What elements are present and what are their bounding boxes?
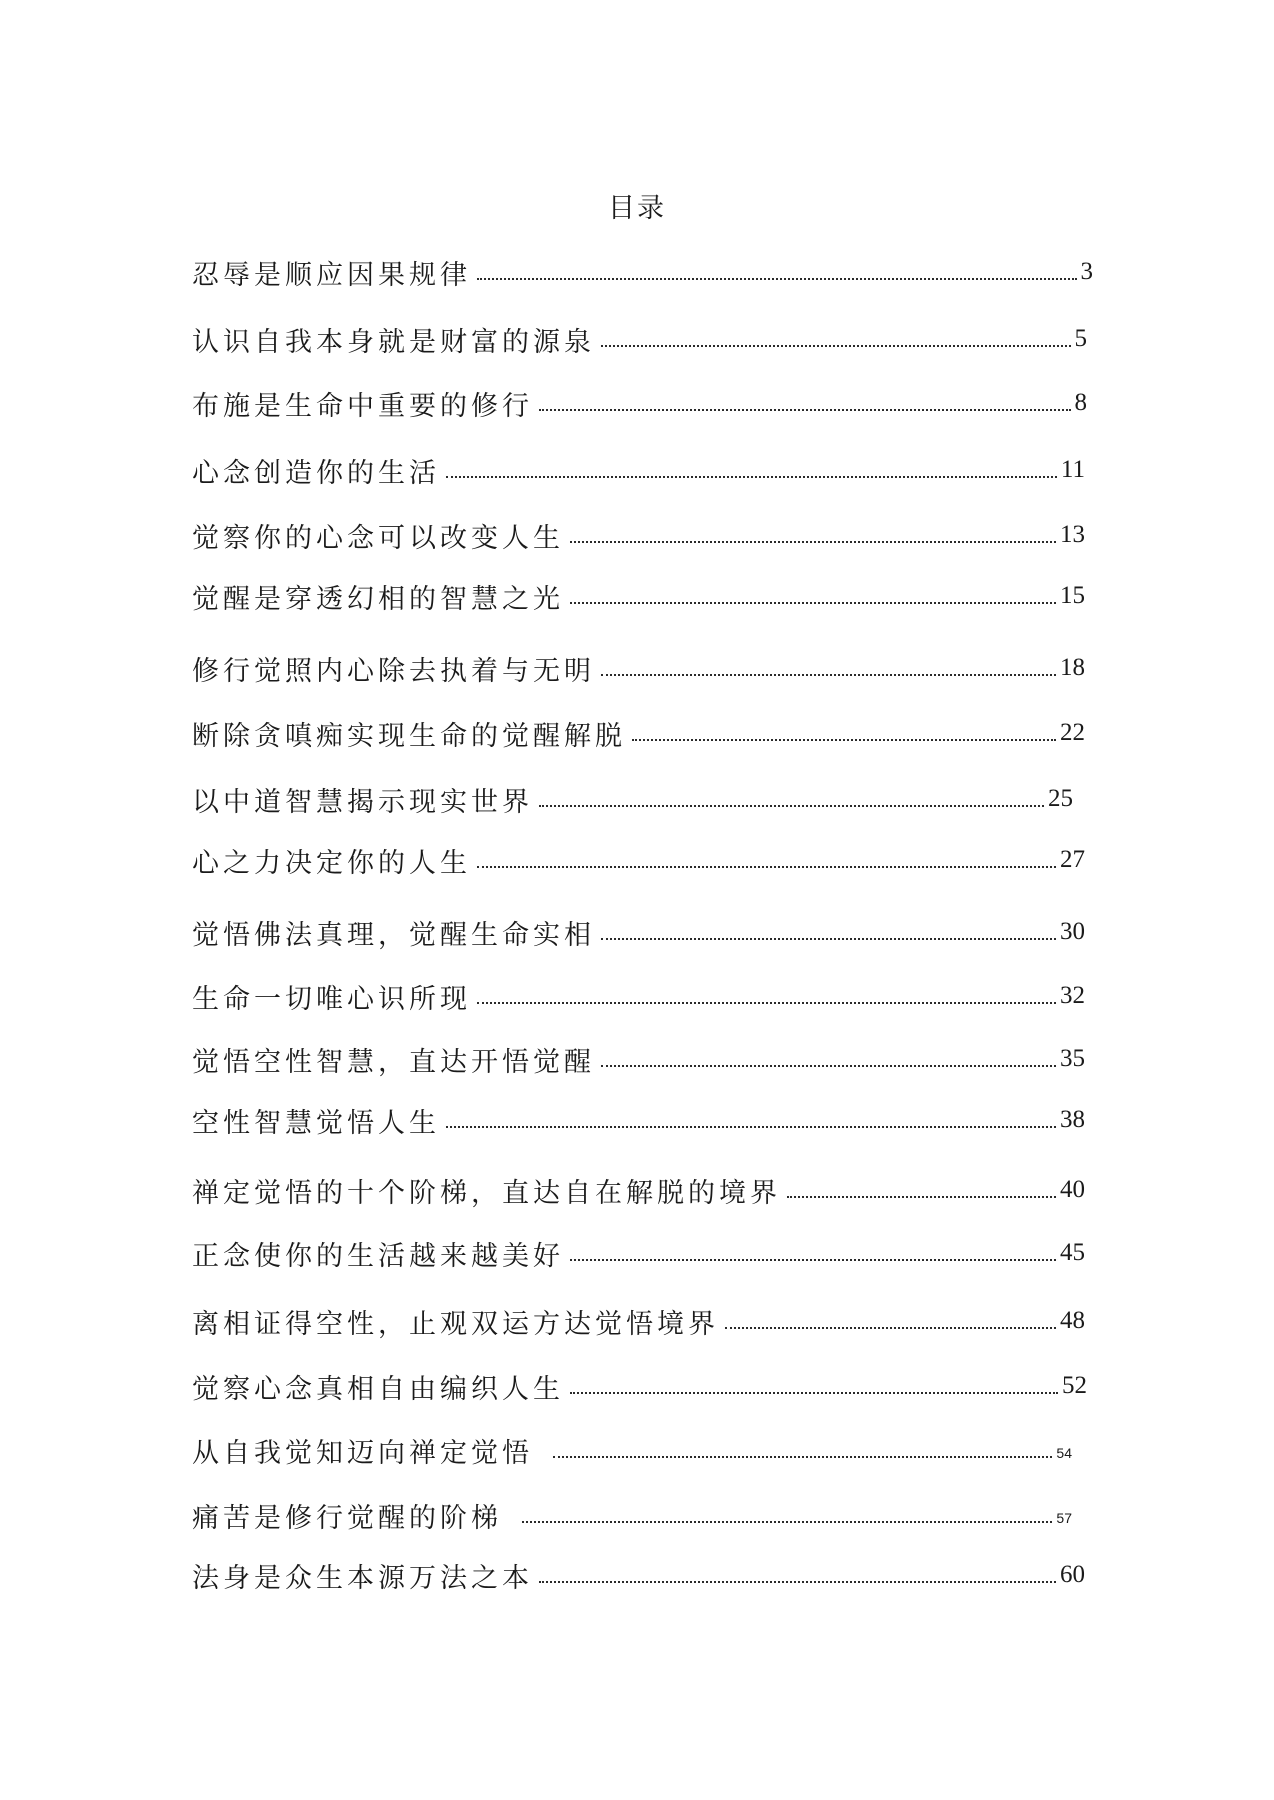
toc-dot-leader [570, 1259, 1056, 1261]
toc-dot-leader [570, 541, 1056, 543]
toc-entry [192, 1430, 1072, 1470]
toc-entry [192, 912, 1085, 952]
toc-dot-leader [477, 278, 1077, 280]
toc-dot-leader [632, 739, 1056, 741]
toc-entry-page: 60 [1060, 1561, 1085, 1588]
toc-entry [192, 1170, 1085, 1210]
toc-entry-page: 48 [1060, 1307, 1085, 1334]
toc-entry [192, 1495, 1072, 1535]
toc-entry [192, 576, 1085, 616]
toc-dot-leader [725, 1327, 1056, 1329]
toc-entry-title: 觉察心念真相自由编织人生 [192, 1373, 564, 1405]
toc-entry-title: 禅定觉悟的十个阶梯，直达自在解脱的境界 [192, 1177, 781, 1209]
toc-entry-page: 15 [1060, 582, 1085, 609]
toc-entry-page: 54 [1056, 1445, 1072, 1461]
toc-dot-leader [601, 345, 1071, 347]
toc-dot-leader [539, 1581, 1056, 1583]
toc-entry [192, 515, 1085, 555]
toc-entry-title: 断除贪嗔痴实现生命的觉醒解脱 [192, 720, 626, 752]
toc-entry [192, 252, 1093, 292]
toc-entry-page: 13 [1060, 521, 1085, 548]
toc-entry-title: 离相证得空性，止观双运方达觉悟境界 [192, 1308, 719, 1340]
toc-entry [192, 1039, 1085, 1079]
toc-entry-title: 心念创造你的生活 [192, 457, 440, 489]
toc-title: 目录 [608, 193, 666, 224]
toc-entry-page: 22 [1060, 719, 1085, 746]
toc-entry-title: 空性智慧觉悟人生 [192, 1107, 440, 1139]
toc-entry [192, 840, 1085, 880]
toc-entry-title: 觉醒是穿透幻相的智慧之光 [192, 583, 564, 615]
toc-entry [192, 779, 1073, 819]
toc-entry-page: 25 [1048, 785, 1073, 812]
toc-dot-leader [570, 602, 1056, 604]
toc-entry-title: 布施是生命中重要的修行 [192, 390, 533, 422]
toc-entry [192, 1100, 1085, 1140]
toc-entry [192, 713, 1085, 753]
toc-entry [192, 1233, 1085, 1273]
toc-dot-leader [477, 1002, 1056, 1004]
toc-dot-leader [601, 938, 1056, 940]
toc-entry-page: 18 [1060, 654, 1085, 681]
toc-entry-title: 从自我觉知迈向禅定觉悟 [192, 1437, 533, 1469]
toc-entry [192, 648, 1085, 688]
toc-entry-title: 痛苦是修行觉醒的阶梯 [192, 1502, 502, 1534]
toc-dot-leader [601, 674, 1056, 676]
toc-dot-leader [477, 866, 1056, 868]
toc-entry-title: 认识自我本身就是财富的源泉 [192, 326, 595, 358]
toc-entry [192, 450, 1085, 490]
toc-entry [192, 319, 1087, 359]
toc-entry [192, 1301, 1085, 1341]
toc-dot-leader [446, 476, 1057, 478]
toc-dot-leader [539, 805, 1044, 807]
toc-entry-page: 40 [1060, 1176, 1085, 1203]
toc-entry-page: 27 [1060, 846, 1085, 873]
toc-entry [192, 976, 1085, 1016]
toc-entry-page: 38 [1060, 1106, 1085, 1133]
toc-entry-page: 3 [1080, 258, 1093, 285]
toc-dot-leader [570, 1392, 1058, 1394]
toc-entry-page: 45 [1060, 1239, 1085, 1266]
toc-entry-page: 52 [1062, 1372, 1087, 1399]
toc-dot-leader [553, 1456, 1052, 1458]
toc-dot-leader [539, 409, 1071, 411]
toc-entry [192, 1366, 1087, 1406]
toc-entry-page: 35 [1060, 1045, 1085, 1072]
toc-dot-leader [446, 1126, 1056, 1128]
toc-entry-title: 修行觉照内心除去执着与无明 [192, 655, 595, 687]
toc-entry-title: 觉察你的心念可以改变人生 [192, 522, 564, 554]
toc-entry-page: 11 [1060, 456, 1085, 483]
toc-entry-page: 57 [1056, 1510, 1072, 1526]
toc-dot-leader [787, 1196, 1056, 1198]
toc-entry-title: 生命一切唯心识所现 [192, 983, 471, 1015]
toc-dot-leader [601, 1065, 1056, 1067]
toc-entry [192, 1555, 1085, 1595]
toc-entry [192, 383, 1087, 423]
toc-dot-leader [522, 1521, 1052, 1523]
toc-entry-page: 30 [1060, 918, 1085, 945]
toc-entry-page: 8 [1074, 389, 1087, 416]
toc-entry-title: 心之力决定你的人生 [192, 847, 471, 879]
toc-entry-title: 忍辱是顺应因果规律 [192, 259, 471, 291]
toc-entry-page: 5 [1074, 325, 1087, 352]
toc-entry-title: 以中道智慧揭示现实世界 [192, 786, 533, 818]
toc-entry-title: 正念使你的生活越来越美好 [192, 1240, 564, 1272]
toc-entry-page: 32 [1060, 982, 1085, 1009]
toc-entry-title: 法身是众生本源万法之本 [192, 1562, 533, 1594]
toc-entry-title: 觉悟佛法真理，觉醒生命实相 [192, 919, 595, 951]
toc-entry-title: 觉悟空性智慧，直达开悟觉醒 [192, 1046, 595, 1078]
